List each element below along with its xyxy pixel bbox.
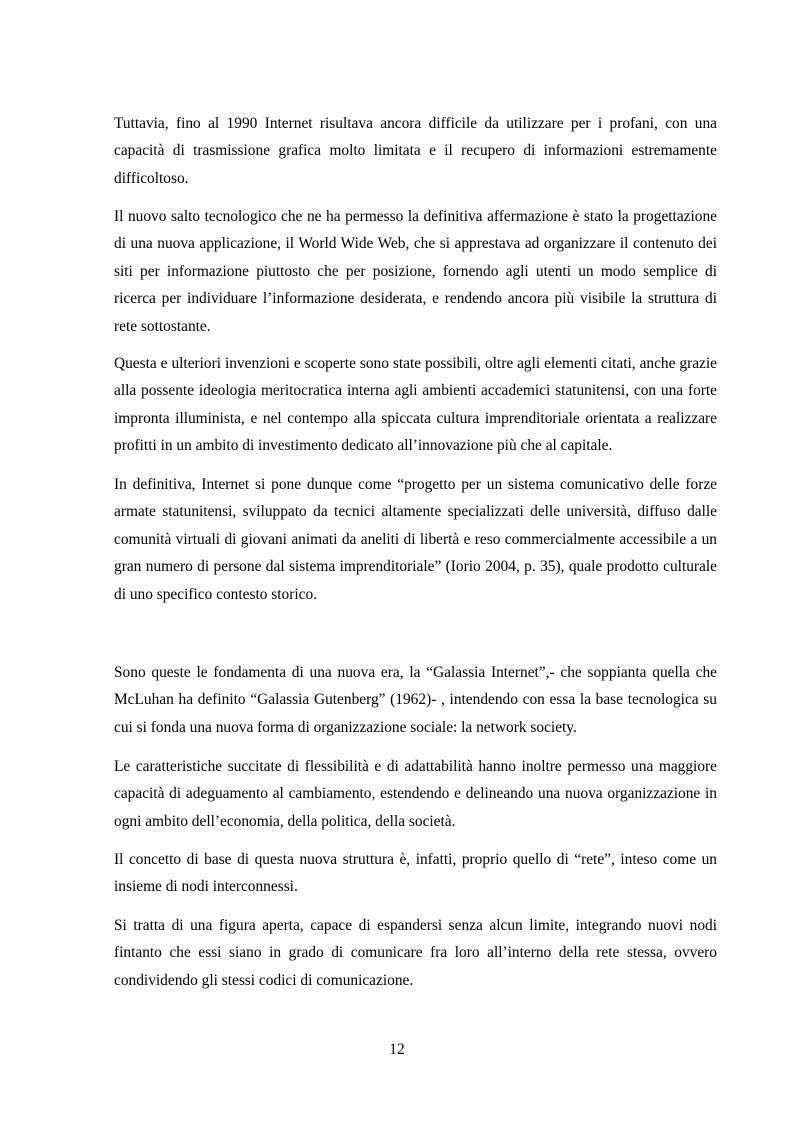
paragraph: Tuttavia, fino al 1990 Internet risultava ancora difficile da utilizzare per i profani, con una capacità di trasmissione grafica molto limitata e il recupero di informazioni estremamente difficoltoso. — [114, 115, 717, 187]
paragraph: In definitiva, Internet si pone dunque come “progetto per un sistema comunicativo delle forze armate statunitensi, sviluppato da tecnici altamente specializzati delle università, diffuso dalle comunità virtuali di giovani animati da aneliti di libertà e reso commercialmente accessibile a un gran numero di persone dal sistema imprenditoriale” (Iorio 2004, p. 35), quale prodotto culturale di uno specifico contesto storico. — [114, 476, 717, 603]
page-number: 12 — [389, 1041, 405, 1058]
paragraph: Si tratta di una figura aperta, capace di espandersi senza alcun limite, integrando nuovi nodi fintanto che essi siano in grado di comunicare fra loro all’interno della rete stessa, ovvero condividendo gli stessi codici di comunicazione. — [114, 917, 717, 989]
paragraph: Le caratteristiche succitate di flessibilità e di adattabilità hanno inoltre permesso una maggiore capacità di adeguamento al cambiamento, estendendo e delineando una nuova organizzazione in ogni ambito dell’economia, della politica, della società. — [114, 758, 717, 830]
paragraph: Sono queste le fondamenta di una nuova era, la “Galassia Internet”,- che soppianta quella che McLuhan ha definito “Galassia Gutenberg” (1962)- , intendendo con essa la base tecnologica su cui si fonda una nuova forma di organizzazione sociale: la network society. — [114, 664, 717, 736]
paragraph: Il concetto di base di questa nuova struttura è, infatti, proprio quello di “rete”, inteso come un insieme di nodi interconnessi. — [114, 851, 717, 896]
paragraph: Il nuovo salto tecnologico che ne ha permesso la definitiva affermazione è stato la progettazione di una nuova applicazione, il World Wide Web, che si apprestava ad organizzare il contenuto dei siti per informazione piuttosto che per posizione, fornendo agli utenti un modo semplice di ricerca per individuare l’informazione desiderata, e rendendo ancora più visibile la struttura di rete sottostante. — [114, 208, 717, 335]
paragraph: Questa e ulteriori invenzioni e scoperte sono state possibili, oltre agli elementi citati, anche grazie alla possente ideologia meritocratica interna agli ambienti accademici statunitensi, con una forte impronta illuminista, e nel contempo alla spiccata cultura imprenditoriale orientata a realizzare profitti in un ambito di investimento dedicato all’innovazione più che al capitale. — [114, 355, 717, 455]
